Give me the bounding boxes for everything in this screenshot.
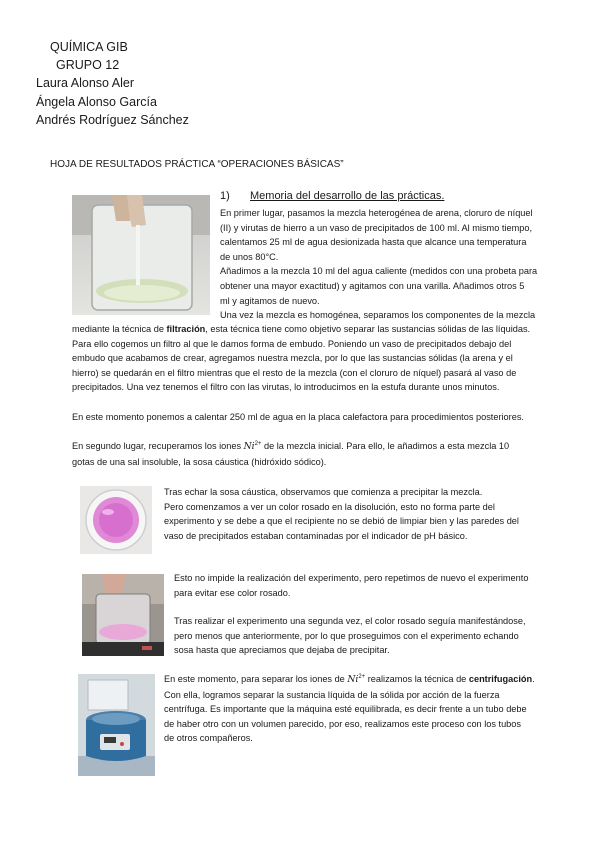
text-line: obtener una mayor exactitud) y agitamos con una varilla. Añadimos otros 5 — [220, 280, 525, 291]
text-line: (II) y virutas de hierro a un vaso de precipitados de 100 ml. Al mismo tiempo, — [220, 222, 533, 233]
text-line: precipitados. Una vez tenemos el filtro con las virutas, lo introducimos en la estufa durante unos minutos. — [72, 382, 500, 393]
paragraph-centrifugation — [164, 672, 535, 746]
nickel-ion-symbol: Ni — [347, 674, 359, 685]
text-line: centrífuga. Es importante que la máquina esté equilibrada, es decir frente a un tubo debe — [164, 704, 527, 715]
text-line: Tras realizar el experimento una segunda vez, el color rosado seguía manifestándose, — [174, 616, 526, 626]
text-line: Pero comenzamos a ver un color rosado en la disolución, esto no forma parte del — [164, 501, 495, 512]
author-1: Laura Alonso Aler — [36, 76, 134, 90]
text-line: de haber otro con un volumen parecido, por eso, realizamos este proceso con los tubos — [164, 718, 521, 729]
paragraph-pink-color — [164, 485, 519, 543]
pink-dish-photo — [80, 486, 152, 554]
text-line: Esto no impide la realización del experimento, pero repetimos de nuevo el experimento — [174, 573, 529, 583]
text-line: gotas de una sal insoluble, la sosa cáustica (hidróxido sódico). — [72, 456, 327, 467]
centrifuge-photo — [78, 674, 155, 776]
text-line: Tras echar la sosa cáustica, observamos que comienza a precipitar la mezcla. — [164, 487, 483, 497]
paragraph-repeat — [174, 571, 528, 600]
text-line: Para ello cogemos un filtro al que le damos forma de embudo. Poniendo un vaso de precipitados debajo del — [72, 338, 512, 349]
text-line: de otros compañeros. — [164, 733, 253, 744]
text-line: Con ella, logramos separar la sustancia líquida de la sólida por acción de la fuerza — [164, 689, 500, 700]
group-number: GRUPO 12 — [56, 58, 120, 72]
paragraph-filtration — [72, 322, 572, 395]
paragraph-mixing — [220, 206, 572, 323]
paragraph-heating: En este momento ponemos a calentar 250 ml de agua en la placa calefactora para procedimientos posteriores. — [72, 412, 524, 422]
text-line: Una vez la mezcla es homogénea, separamos los componentes de la mezcla — [220, 310, 536, 321]
ion-charge: 2+ — [254, 440, 262, 447]
course-name: QUÍMICA GIB — [50, 40, 128, 54]
text-line: En primer lugar, pasamos la mezcla heterogénea de arena, cloruro de níquel — [220, 208, 533, 218]
text-line: ml y agitamos de nuevo. — [220, 295, 320, 306]
text-line: para evitar ese color rosado. — [174, 587, 291, 598]
paragraph-second-attempt — [174, 614, 526, 658]
nickel-ion-symbol: Ni — [243, 441, 255, 452]
beaker-mixture-photo — [72, 195, 210, 315]
text-line: vaso de precipitados estaban contaminadas por el indicador de pH básico. — [164, 530, 468, 541]
text-line: calentamos 25 ml de agua desionizada hasta que alcance una temperatura — [220, 237, 527, 248]
paragraph-ions — [72, 439, 509, 469]
author-2: Ángela Alonso García — [36, 95, 157, 109]
document-title: HOJA DE RESULTADOS PRÁCTICA “OPERACIONES BÁSICAS” — [50, 159, 344, 170]
filtration-term: filtración — [166, 324, 206, 334]
section-title: Memoria del desarrollo de las prácticas. — [250, 190, 445, 202]
ion-charge: 2+ — [358, 673, 366, 680]
text-line: En este momento, para separar los iones de $Ni^{2+}$ realizamos la técnica de centrifugación. — [164, 673, 535, 685]
text-line: experimento y se debe a que el recipiente no se debió de limpiar bien y las paredes del — [164, 516, 519, 527]
author-3: Andrés Rodríguez Sánchez — [36, 113, 189, 127]
text-line: En segundo lugar, recuperamos los iones $Ni^{2+}$ de la mezcla inicial. Para ello, le añadimos a esta mezcla 10 — [72, 440, 510, 452]
hotplate-beaker-photo — [82, 574, 164, 656]
text-line: Añadimos a la mezcla 10 ml del agua caliente (medidos con una probeta para — [220, 266, 538, 277]
text-line: pero menos que anteriormente, por lo que proseguimos con el experimento echando — [174, 630, 519, 641]
text-line: mediante la técnica de filtración, esta técnica tiene como objetivo separar las sustancias sólidas de las líquidas. — [72, 324, 531, 334]
text-line: embudo que acabamos de crear, agregamos nuestra mezcla, por lo que las sustancias sólidas (la arena y el — [72, 353, 513, 364]
text-line: sosa hasta que apreciamos que dejaba de precipitar. — [174, 645, 390, 656]
text-line: de unos 80°C. — [220, 251, 279, 262]
section-number: 1) — [220, 190, 230, 202]
centrifugation-term: centrifugación — [468, 674, 533, 684]
text-line: hierro) se quedarán en el filtro mientras que el resto de la mezcla (con el cloruro de níquel) pasará al vaso de — [72, 367, 517, 378]
